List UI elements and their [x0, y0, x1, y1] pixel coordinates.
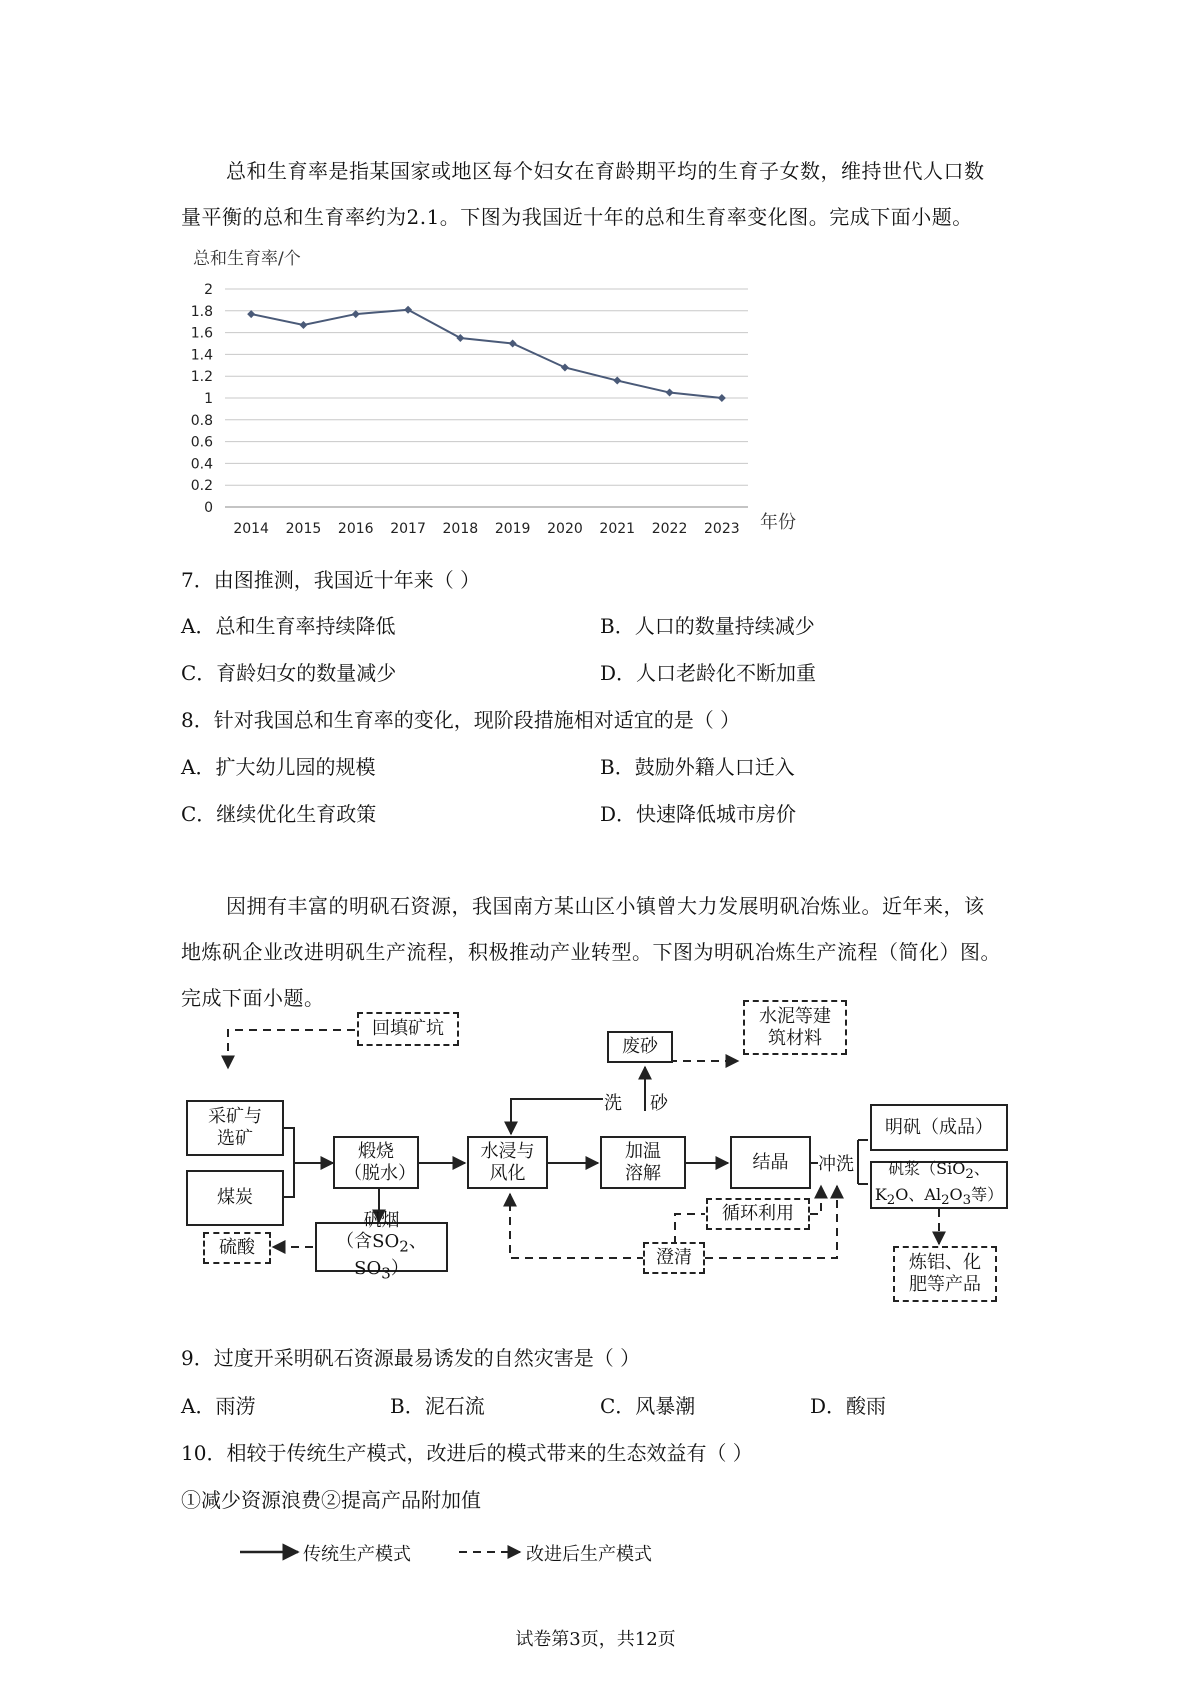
chart-x-tick-label: 2023: [704, 521, 740, 537]
chart-points: [247, 306, 726, 402]
chart-y-ticks: [191, 282, 213, 516]
box-crystal: 结晶: [730, 1136, 811, 1189]
chart-data-point: [666, 389, 674, 397]
q8-option-d: D．快速降低城市房价: [600, 802, 797, 826]
chart-data-point: [718, 394, 726, 402]
box-soak: 水浸与风化: [467, 1136, 548, 1189]
chart-y-tick-label: 1.4: [190, 347, 213, 364]
box-recycle: 循环利用: [706, 1198, 810, 1230]
chart-y-tick-label: 1: [204, 391, 213, 407]
chart-x-tick-label: 2014: [233, 521, 269, 537]
chart-data-point: [404, 306, 412, 314]
fertility-line-chart: [180, 245, 820, 545]
box-calcine: 煅烧（脱水）: [333, 1136, 419, 1189]
chart-y-tick-label: 2: [204, 282, 213, 298]
intro1-line2: 量平衡的总和生育率约为2.1。下图为我国近十年的总和生育率变化图。完成下面小题。: [181, 205, 973, 229]
box-alum-fume: 矾烟 （含$SO_2$、$SO_3$）: [315, 1222, 448, 1272]
box-mining: 采矿与选矿: [186, 1100, 284, 1156]
chart-x-ticks: [233, 521, 739, 537]
chart-y-tick-label: 0.4: [190, 456, 213, 473]
intro2-line1: 因拥有丰富的明矾石资源，我国南方某山区小镇曾大力发展明矾冶炼业。近年来，该: [226, 894, 985, 918]
box-alum-slurry: 矾浆（SiO$_2$、 $K_2O$、$Al_2O_3$等）: [870, 1161, 1008, 1209]
q9-option-d: D．酸雨: [810, 1394, 887, 1418]
q9-option-a: A．雨涝: [181, 1394, 256, 1418]
chart-x-tick-label: 2018: [442, 521, 479, 537]
chart-y-tick-label: 0: [204, 500, 213, 516]
chart-y-tick-label: 1.6: [190, 325, 213, 342]
chart-data-point: [299, 321, 307, 329]
chart-y-tick-label: 0.8: [190, 412, 213, 429]
chart-x-tick-label: 2021: [599, 521, 636, 537]
label-rinse: 冲洗: [818, 1154, 854, 1175]
box-backfill: 回填矿坑: [357, 1012, 459, 1046]
chart-data-point: [613, 377, 621, 385]
chart-x-tick-label: 2016: [337, 521, 374, 537]
label-sand: 砂: [650, 1093, 668, 1114]
box-sulfuric-acid: 硫酸: [203, 1232, 271, 1264]
box-waste-sand: 废砂: [607, 1031, 673, 1063]
intro2-line2: 地炼矾企业改进明矾生产流程，积极推动产业转型。下图为明矾冶炼生产流程（简化）图。: [181, 940, 1001, 964]
q8-stem: 8．针对我国总和生育率的变化，现阶段措施相对适宜的是（ ）: [181, 708, 741, 732]
box-clarify: 澄清: [643, 1242, 705, 1274]
q8-option-a: A．扩大幼儿园的规模: [181, 755, 376, 779]
q9-stem: 9．过度开采明矾石资源最易诱发的自然灾害是（ ）: [181, 1346, 641, 1370]
chart-x-tick-label: 2017: [390, 521, 426, 537]
legend-solid-label: 传统生产模式: [303, 1544, 411, 1565]
q7-option-b: B．人口的数量持续减少: [600, 614, 815, 638]
chart-y-tick-label: 0.2: [190, 478, 213, 495]
q10-stem: 10．相较于传统生产模式，改进后的模式带来的生态效益有（ ）: [181, 1441, 753, 1465]
chart-x-tick-label: 2015: [285, 521, 322, 537]
q10-items: ①减少资源浪费②提高产品附加值: [181, 1488, 481, 1512]
q9-option-c: C．风暴潮: [600, 1394, 696, 1418]
q8-option-c: C．继续优化生育政策: [181, 802, 377, 826]
chart-x-axis-label: 年份: [760, 512, 796, 533]
q7-stem: 7．由图推测，我国近十年来（ ）: [181, 568, 481, 592]
chart-y-axis-label: 总和生育率/个: [193, 249, 301, 269]
q8-option-b: B．鼓励外籍人口迁入: [600, 755, 795, 779]
q7-option-d: D．人口老龄化不断加重: [600, 661, 817, 685]
chart-x-tick-label: 2019: [494, 521, 531, 537]
intro1-line1: 总和生育率是指某国家或地区每个妇女在育龄期平均的生育子女数，维持世代人口数: [226, 159, 985, 183]
box-cement: 水泥等建筑材料: [743, 1000, 847, 1055]
chart-y-tick-label: 1.8: [190, 303, 213, 320]
q7-option-c: C．育龄妇女的数量减少: [181, 661, 397, 685]
chart-y-tick-label: 1.2: [190, 369, 213, 386]
chart-x-tick-label: 2020: [547, 521, 583, 537]
chart-data-point: [561, 363, 569, 371]
box-smelt-products: 炼铝、化肥等产品: [893, 1246, 997, 1302]
chart-series-line: [251, 310, 722, 398]
box-heat: 加温溶解: [600, 1136, 686, 1189]
box-alum-product: 明矾（成品）: [870, 1104, 1008, 1151]
chart-x-tick-label: 2022: [651, 521, 688, 537]
page-footer: 试卷第3页，共12页: [515, 1629, 676, 1650]
chart-y-tick-label: 0.6: [190, 434, 213, 451]
label-wash: 洗: [604, 1093, 622, 1114]
q9-option-b: B．泥石流: [390, 1394, 485, 1418]
legend-dashed-label: 改进后生产模式: [526, 1544, 652, 1565]
chart-data-point: [456, 334, 464, 342]
intro2-line3: 完成下面小题。: [181, 986, 325, 1010]
box-coal: 煤炭: [186, 1170, 284, 1226]
chart-data-point: [509, 340, 517, 348]
q7-option-a: A．总和生育率持续降低: [181, 614, 396, 638]
